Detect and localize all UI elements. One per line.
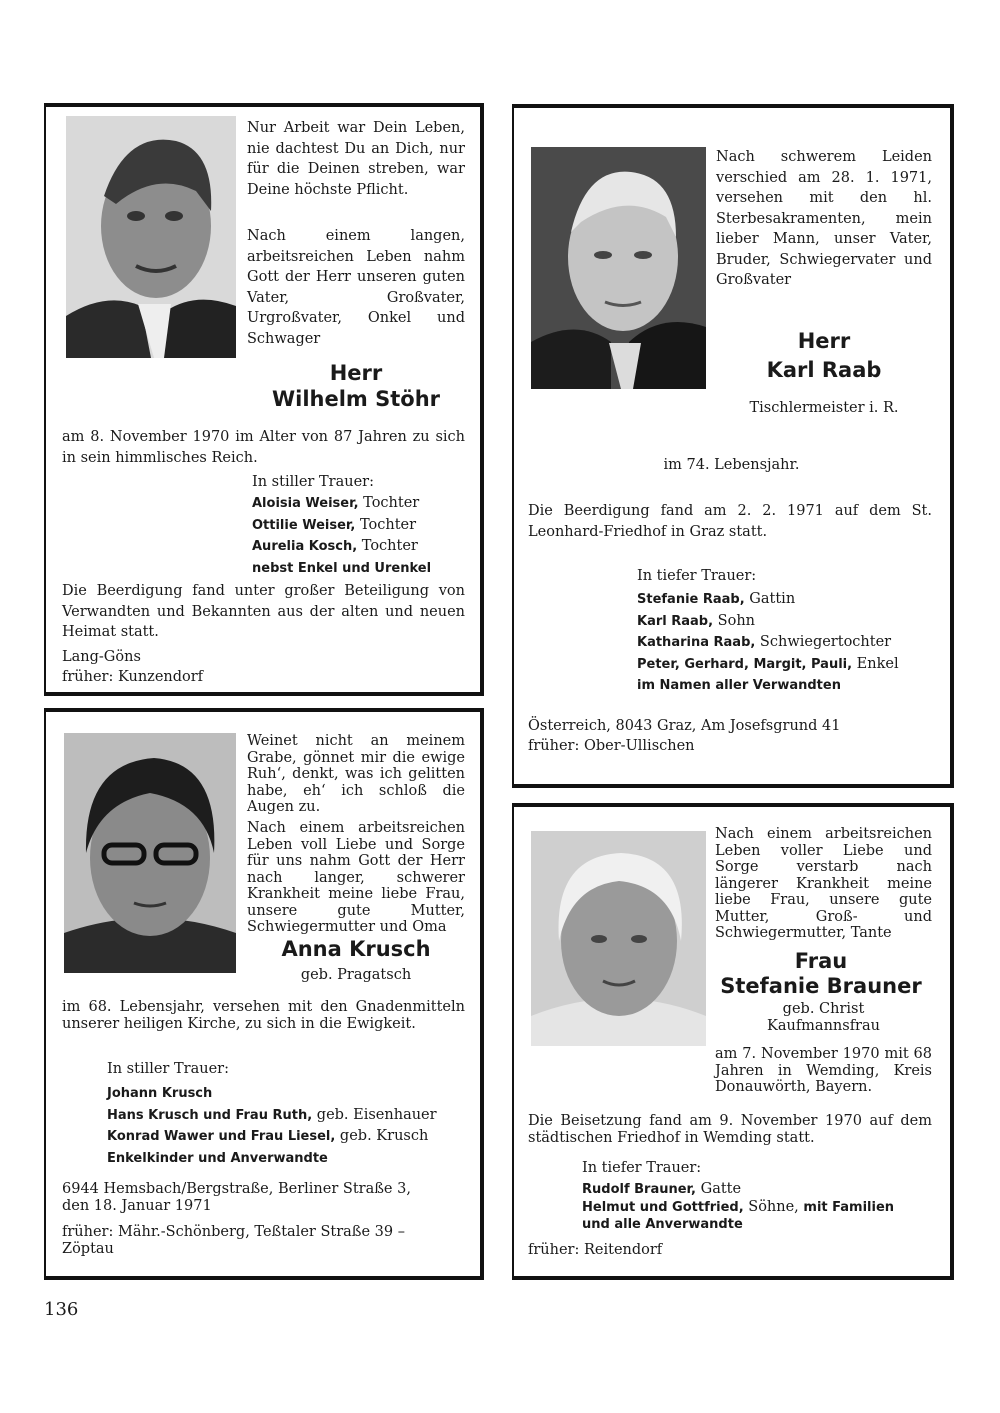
deceased-title: Herr <box>329 361 383 385</box>
age-text: im 74. Lebensjahr. <box>663 457 800 473</box>
mourner: Ottilie Weiser, Tochter <box>252 516 417 533</box>
portrait-photo-anna-krusch <box>64 733 236 973</box>
mourners-list <box>107 1083 437 1169</box>
former-home-text: früher: Mähr.-Schönberg, Teßtaler Straße 39 – Zöptau <box>62 1224 405 1257</box>
intro-text: Nach einem arbeitsreichen Leben voller Liebe und Sorge verstarb nach längerer Krankheit meine liebe Frau, unsere gute Mutter, Groß- und Schwiegermutter, Tante <box>715 826 932 941</box>
deceased-title: Herr <box>797 329 851 353</box>
death-text: am 7. November 1970 mit 68 Jahren in Wemding, Kreis Donauwörth, Bayern. <box>715 1046 932 1095</box>
mourner: Peter, Gerhard, Margit, Pauli, Enkel <box>637 655 899 672</box>
mourning-label: In stiller Trauer: <box>252 474 374 490</box>
mourner: Aurelia Kosch, Tochter <box>252 538 418 554</box>
intro-text: Nach schwerem Leiden verschied am 28. 1. 1971, versehen mit den hl. Sterbesakramenten, mein lieber Mann, unser Vater, Bruder, Schwiegervater und Großvater <box>716 149 932 288</box>
funeral-text: Die Beerdigung fand unter großer Beteiligung von Verwandten und Bekannten aus der alten und neuen Heimat statt. <box>62 583 465 640</box>
mourning-label: In tiefer Trauer: <box>582 1160 702 1176</box>
born-text: geb. Christ <box>782 1001 865 1017</box>
portrait-photo-wilhelm-stoehr <box>66 116 236 358</box>
poem-text: Nur Arbeit war Dein Leben, nie dachtest Du an Dich, nur für die Deinen streben, war Deine höchste Pflicht. <box>247 120 465 198</box>
address-text: Österreich, 8043 Graz, Am Josefsgrund 41 <box>528 718 841 734</box>
address-text: 6944 Hemsbach/Bergstraße, Berliner Straße 3, den 18. Januar 1971 <box>62 1181 411 1214</box>
deceased-name: Anna Krusch <box>281 937 431 961</box>
funeral-text: Die Beerdigung fand am 2. 2. 1971 auf dem St. Leonhard-Friedhof in Graz statt. <box>528 503 932 540</box>
mourners-list <box>252 493 431 579</box>
former-home-text: früher: Kunzendorf <box>62 669 204 685</box>
deceased-title: Frau <box>794 949 848 973</box>
intro-text: Nach einem langen, arbeitsreichen Leben nahm Gott der Herr unseren guten Vater, Großvater, Urgroßvater, Onkel und Schwager <box>247 228 465 347</box>
mourner: Katharina Raab, Schwiegertochter <box>637 634 892 650</box>
death-text: am 8. November 1970 im Alter von 87 Jahren zu sich in sein himmlisches Reich. <box>62 429 465 466</box>
mourner: Stefanie Raab, Gattin <box>637 591 796 607</box>
born-text: geb. Pragatsch <box>300 967 412 983</box>
mourner: Konrad Wawer und Frau Liesel, geb. Krusch <box>107 1128 429 1144</box>
mourner: Johann Krusch <box>107 1086 213 1101</box>
profession-text: Tischlermeister i. R. <box>749 400 899 416</box>
page-number: 136 <box>44 1299 79 1320</box>
mourner: Karl Raab, Sohn <box>637 612 755 629</box>
portrait-photo-stefanie-brauner <box>531 831 706 1046</box>
mourners-list <box>637 589 899 697</box>
funeral-text: Die Beisetzung fand am 9. November 1970 auf dem städtischen Friedhof in Wemding statt. <box>528 1113 932 1146</box>
poem-text: Weinet nicht an meinem Grabe, gönnet mir die ewige Ruh‘, denkt, was ich gelitten habe, eh‘ ich schloß die Augen zu. <box>247 733 465 815</box>
deceased-name: Karl Raab <box>766 358 882 382</box>
mourner: Rudolf Brauner, Gatte <box>582 1181 742 1197</box>
born-and-profession <box>715 1001 932 1034</box>
mourning-label: In tiefer Trauer: <box>637 568 757 584</box>
intro-text: Nach einem arbeitsreichen Leben voll Liebe und Sorge für uns nahm Gott der Herr nach langer, schwerer Krankheit meine liebe Frau, unsere gute Mutter, Schwiegermutter und Oma <box>247 820 465 935</box>
mourner: nebst Enkel und Urenkel <box>252 560 432 576</box>
death-text: im 68. Lebensjahr, versehen mit den Gnadenmitteln unserer heiligen Kirche, zu sich in die Ewigkeit. <box>62 999 465 1032</box>
portrait-photo-karl-raab <box>531 147 706 389</box>
former-home-text: früher: Reitendorf <box>528 1242 663 1258</box>
deceased-name: Wilhelm Stöhr <box>271 387 441 411</box>
mourner: im Namen aller Verwandten <box>637 678 841 693</box>
mourning-label: In stiller Trauer: <box>107 1061 229 1077</box>
mourners-list <box>582 1181 894 1234</box>
mourner: Helmut und Gottfried, Söhne, mit Familien <box>582 1198 895 1215</box>
mourner: Hans Krusch und Frau Ruth, geb. Eisenhauer <box>107 1106 437 1123</box>
place-text: Lang-Göns <box>62 649 141 665</box>
mourner: und alle Anverwandte <box>582 1217 743 1232</box>
profession-text: Kaufmannsfrau <box>767 1017 880 1034</box>
former-home-text: früher: Ober-Ullischen <box>528 738 695 754</box>
deceased-name: Stefanie Brauner <box>720 974 922 998</box>
mourner: Enkelkinder und Anverwandte <box>107 1150 328 1166</box>
mourner: Aloisia Weiser, Tochter <box>252 495 420 511</box>
